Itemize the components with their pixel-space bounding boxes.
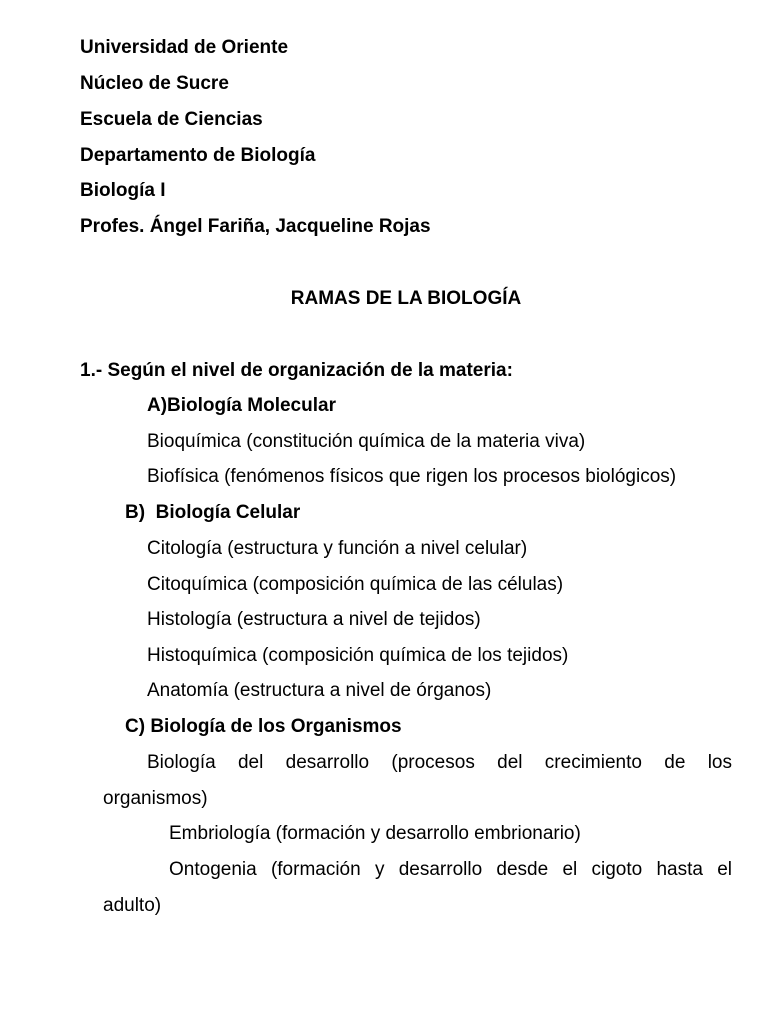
professors-line: Profes. Ángel Fariña, Jacqueline Rojas [80,216,431,237]
list-item: Embriología (formación y desarrollo embrionario) [169,823,581,844]
nucleus-name: Núcleo de Sucre [80,73,229,94]
subsection-a-heading: A)Biología Molecular [147,395,336,416]
paragraph-line: adulto) [103,895,162,916]
course-name: Biología I [80,180,166,201]
list-item: Citoquímica (composición química de las células) [147,574,564,595]
list-item: Citología (estructura y función a nivel celular) [147,538,528,559]
list-item: Biofísica (fenómenos físicos que rigen los procesos biológicos) [147,466,677,487]
paragraph-line: Biología del desarrollo (procesos del crecimiento de los [147,752,732,773]
paragraph-line: organismos) [103,788,208,809]
list-item: Histología (estructura a nivel de tejidos) [147,609,481,630]
document-title: RAMAS DE LA BIOLOGÍA [290,288,522,309]
subsection-b-heading: B) Biología Celular [125,502,301,523]
list-item: Bioquímica (constitución química de la materia viva) [147,431,586,452]
university-name: Universidad de Oriente [80,37,289,58]
paragraph-line: Ontogenia (formación y desarrollo desde el cigoto hasta el [169,859,732,880]
school-name: Escuela de Ciencias [80,109,263,130]
list-item: Histoquímica (composición química de los tejidos) [147,645,569,666]
list-item: Anatomía (estructura a nivel de órganos) [147,680,492,701]
section-heading: 1.- Según el nivel de organización de la materia: [80,360,513,381]
subsection-c-heading: C) Biología de los Organismos [125,716,402,737]
department-name: Departamento de Biología [80,145,316,166]
